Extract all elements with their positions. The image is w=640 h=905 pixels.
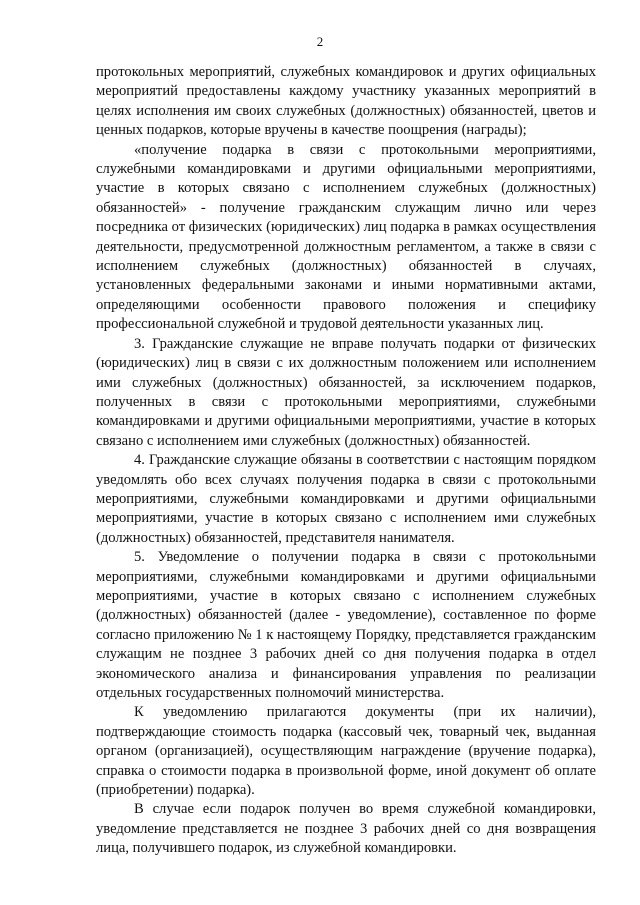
paragraph-definition: «получение подарка в связи с протокольными мероприятиями, служебными командировками и другими официальными мероприятиями, участие в которых связано с исполнением служебных (должностных) обязанностей» - получение гражданским служащим лично или через посредника от физических (юридических) лиц подарка в рамках осуществления деятельности, предусмотренной должностным регламентом, а также в связи с исполнением служебных (должностных) обязанностей в случаях, установленных федеральными законами и иными нормативными актами, определяющими особенности правового положения и специфику профессиональной служебной и трудовой деятельности указанных лиц. bbox=[96, 141, 596, 333]
paragraph-item-5: 5. Уведомление о получении подарка в связи с протокольными мероприятиями, служебными командировками и другими официальными мероприятиями, участие в которых связано с исполнением служебных (должностных) обязанностей (далее - уведомление), составленное по форме согласно приложению № 1 к настоящему Порядку, представляется гражданским служащим не позднее 3 рабочих дней со дня получения подарка в отдел экономического анализа и финансирования управления по реализации отдельных государственных полномочий министерства. bbox=[96, 549, 596, 701]
paragraph-attachments: К уведомлению прилагаются документы (при их наличии), подтверждающие стоимость подарка (кассовый чек, товарный чек, выданная органом (организацией), осуществляющим награждение (вручение подарка), справка о стоимости подарка в произвольной форме, иной документ об оплате (приобретении) подарка). bbox=[96, 704, 596, 799]
paragraph-item-4: 4. Гражданские служащие обязаны в соответствии с настоящим порядком уведомлять обо всех случаях получения подарка в связи с протокольными мероприятиями, служебными командировками и другими официальными мероприятиями, участие в которых связано с исполнением ими служебных (должностных) обязанностей, представителя нанимателя. bbox=[96, 452, 596, 546]
paragraph-item-3: 3. Гражданские служащие не вправе получать подарки от физических (юридических) лиц в связи с их должностным положением или исполнением ими служебных (должностных) обязанностей, за исключением подарков, полученных в связи с протокольными мероприятиями, служебными командировками и другими официальными мероприятиями, участие в которых связано с исполнением ими служебных (должностных) обязанностей. bbox=[96, 335, 596, 449]
paragraph-continuation: протокольных мероприятий, служебных командировок и других официальных мероприятий предоставлены каждому участнику указанных мероприятий в целях исполнения им своих служебных (должностных) обязанностей, цветов и ценных подарков, которые вручены в качестве поощрения (награды); bbox=[96, 64, 596, 139]
page-number: 2 bbox=[316, 34, 324, 49]
document-body bbox=[96, 63, 596, 859]
paragraph-business-trip: В случае если подарок получен во время служебной командировки, уведомление представляется не позднее 3 рабочих дней со дня возвращения лица, получившего подарок, из служебной командировки. bbox=[96, 801, 596, 857]
